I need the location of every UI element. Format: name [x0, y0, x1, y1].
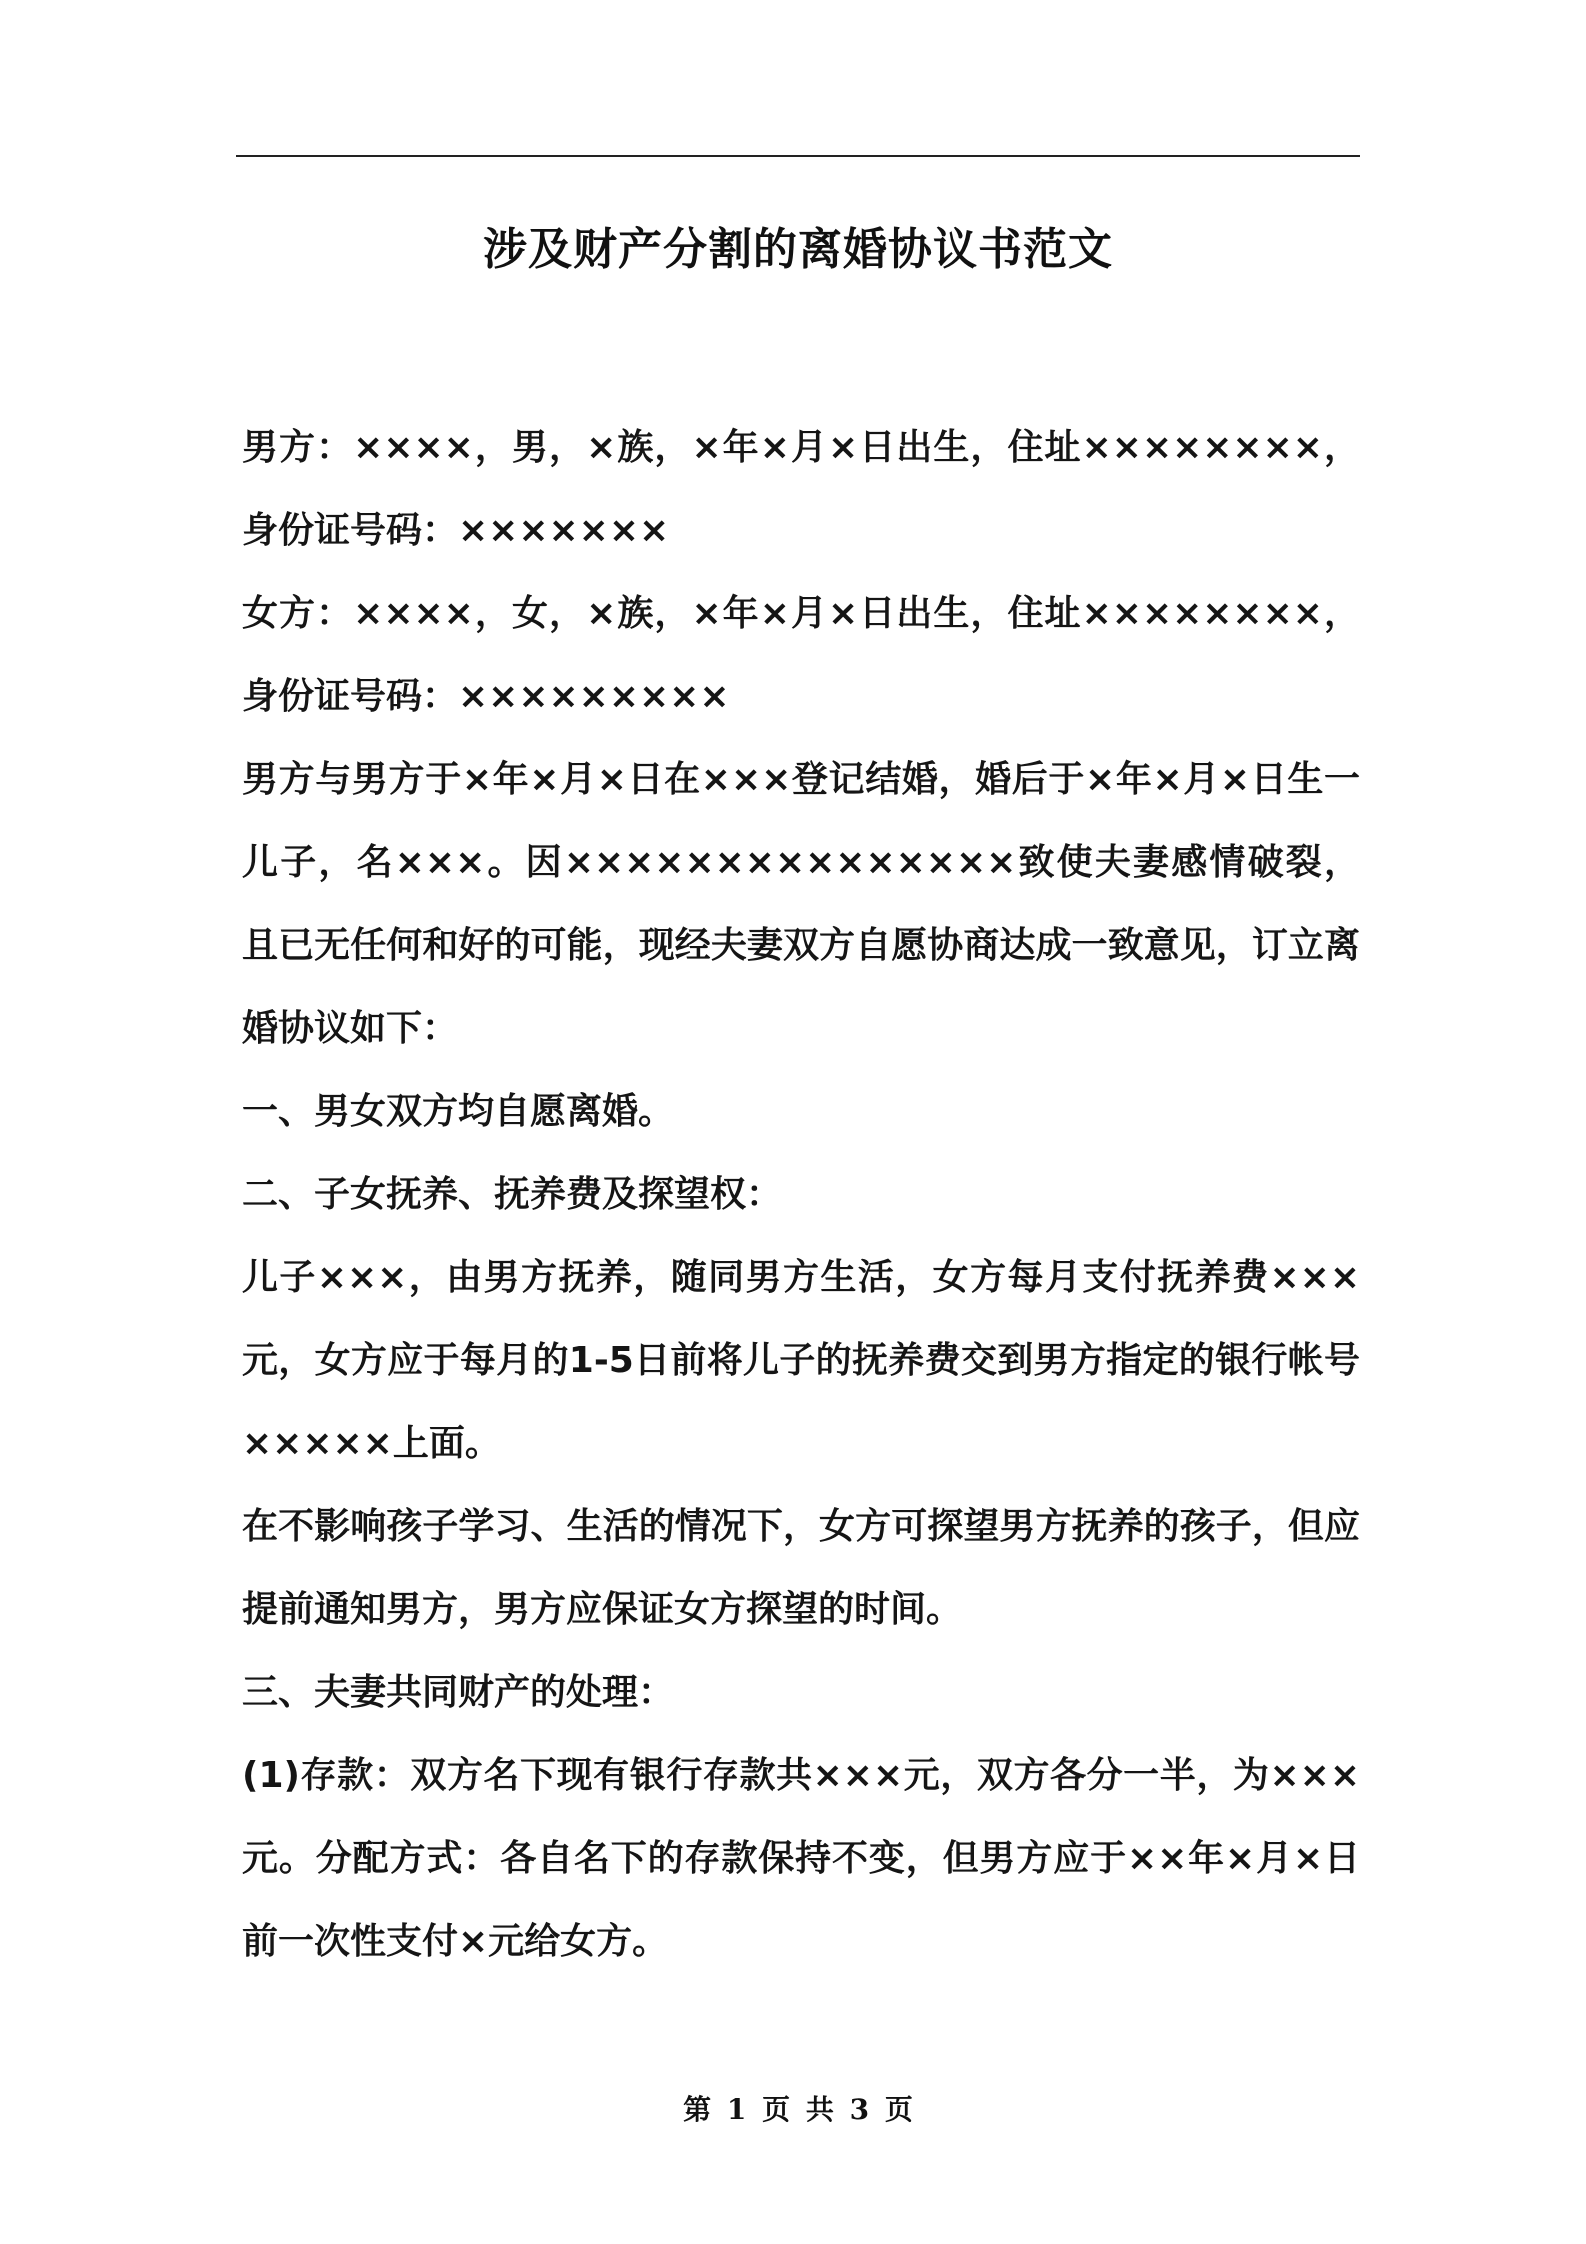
clause-2-heading: 二、子女抚养、抚养费及探望权：	[242, 1174, 783, 1215]
clause-2-custody: 儿子×××，由男方抚养，随同男方生活，女方每月支付抚养费×××元，女方应于每月的1-5日前将儿子的抚养费交到男方指定的银行帐号×××××上面。	[242, 1257, 1360, 1464]
paragraph-female-party: 女方：××××，女，×族，×年×月×日出生，住址××××××××，身份证号码：×××××××××	[242, 593, 1360, 717]
clause-3-heading: 三、夫妻共同财产的处理：	[242, 1672, 675, 1713]
paragraph-male-party: 男方：××××，男，×族，×年×月×日出生，住址××××××××，身份证号码：×××××××	[242, 427, 1360, 551]
clause-1: 一、男女双方均自愿离婚。	[242, 1091, 675, 1132]
clause-3-deposits: (1)存款：双方名下现有银行存款共×××元，双方各分一半，为×××元。分配方式：各自名下的存款保持不变，但男方应于××年×月×日前一次性支付×元给女方。	[242, 1755, 1360, 1962]
page-footer: 第 1 页 共 3 页	[683, 2093, 913, 2126]
paragraph-preamble: 男方与男方于×年×月×日在×××登记结婚，婚后于×年×月×日生一儿子，名×××。因×××××××××××××××致使夫妻感情破裂，且已无任何和好的可能，现经夫妻双方自愿协商达成一致意见，订立离婚协议如下：	[242, 759, 1360, 1049]
document-body	[242, 406, 1360, 1983]
document-title: 涉及财产分割的离婚协议书范文	[483, 224, 1113, 275]
clause-2-visitation: 在不影响孩子学习、生活的情况下，女方可探望男方抚养的孩子，但应提前通知男方，男方应保证女方探望的时间。	[242, 1506, 1360, 1630]
header-rule	[236, 155, 1360, 157]
